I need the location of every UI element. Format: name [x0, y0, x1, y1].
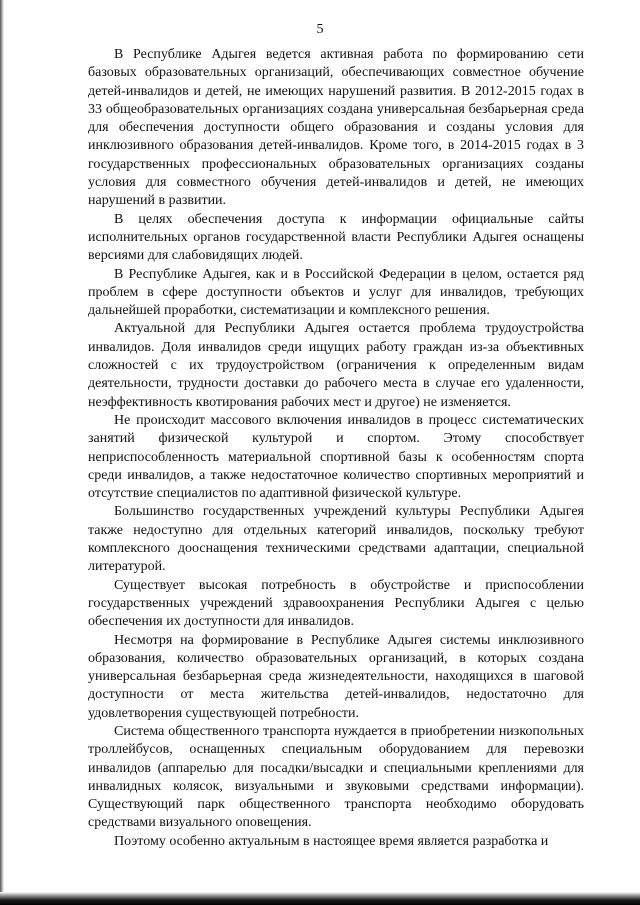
scan-bottom-edge [0, 892, 640, 905]
paragraph: Система общественного транспорта нуждается в приобретении низкопольных троллейбусов, оснащенных специальным оборудованием для перевозки инвалидов (аппарелью для посадки/высадки и специальными креплениями для инвалидных колясок, визуальными и звуковыми средствами информации). Существующий парк общественного транспорта необходимо оборудовать средствами визуального оповещения. [88, 723, 584, 831]
paragraph: В Республике Адыгея ведется активная работа по формированию сети базовых образовательных организаций, обеспечивающих совместное обучение детей-инвалидов и детей, не имеющих нарушений развития. В 2012-2015 годах в 33 общеобразовательных организациях создана универсальная безбарьерная среда для обеспечения доступности общего образования и созданы условия для инклюзивного образования детей-инвалидов. Кроме того, в 2014-2015 годах в 3 государственных профессиональных образовательных организациях созданы условия для совместного обучения детей-инвалидов и детей, не имеющих нарушений в развитии. [88, 47, 584, 209]
paragraph: Поэтому особенно актуальным в настоящее время является разработка и [114, 833, 549, 849]
paragraph: Не происходит массового включения инвалидов в процесс систематических занятий физической культурой и спортом. Этому способствует неприспособленность материальной спортивной базы к особенностям спорта среди инвалидов, а также недостаточное количество спортивных мероприятий и отсутствие специалистов по адаптивной физической культуре. [88, 412, 584, 502]
paragraph: В целях обеспечения доступа к информации официальные сайты исполнительных органов государственной власти Республики Адыгея оснащены версиями для слабовидящих людей. [88, 211, 584, 264]
body-text [88, 46, 584, 851]
scan-left-edge [0, 0, 4, 905]
paragraph: Актуальной для Республики Адыгея остается проблема трудоустройства инвалидов. Доля инвалидов среди ищущих работу граждан из-за объективных сложностей с их трудоустройством (ограничения к определенным видам деятельности, трудности доставки до рабочего места в случае его удаленности, неэффективность квотирования рабочих мест и другое) не изменяется. [88, 321, 584, 410]
paragraph: Существует высокая потребность в обустройстве и приспособлении государственных учреждений здравоохранения Республики Адыгея с целью обеспечения их доступности для инвалидов. [88, 577, 584, 630]
paragraph: Большинство государственных учреждений культуры Республики Адыгея также недоступно для отдельных категорий инвалидов, поскольку требуют комплексного дооснащения техническими средствами адаптации, специальной литературой. [88, 504, 584, 575]
paragraph: Несмотря на формирование в Республике Адыгея системы инклюзивного образования, количество образовательных организаций, в которых создана универсальная безбарьерная среда жизнедеятельности, находящихся в шаговой доступности от места жительства детей-инвалидов, недостаточно для удовлетворения существующей потребности. [88, 632, 584, 721]
page-number: 5 [316, 22, 324, 37]
paragraph: В Республике Адыгея, как и в Российской Федерации в целом, остается ряд проблем в сфере доступности объектов и услуг для инвалидов, требующих дальнейшей проработки, систематизации и комплексного решения. [88, 266, 584, 319]
